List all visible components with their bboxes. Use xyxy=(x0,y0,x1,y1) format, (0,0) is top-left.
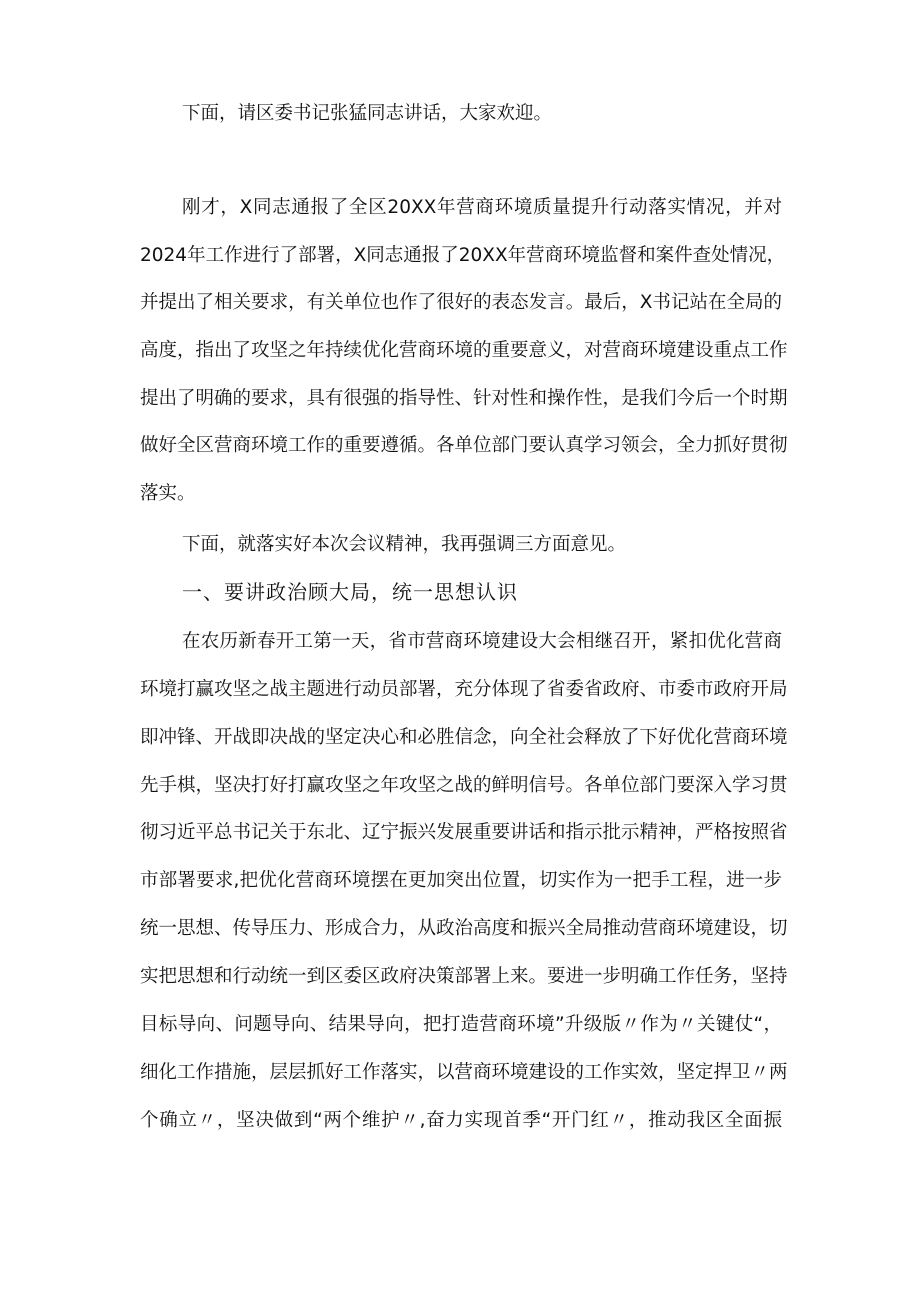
paragraph-line: 环境打赢攻坚之战主题进行动员部署，充分体现了省委省政府、市委市政府开局 xyxy=(140,679,788,700)
paragraph-line: 细化工作措施，层层抓好工作落实，以营商环境建设的工作实效，坚定捍卫〃两 xyxy=(140,1062,788,1083)
paragraph-line: 在农历新春开工第一天，省市营商环境建设大会相继召开，紧扣优化营商 xyxy=(182,631,782,652)
paragraph-line: 下面，就落实好本次会议精神，我再强调三方面意见。 xyxy=(182,534,627,555)
paragraph-line: 实把思想和行动统一到区委区政府决策部署上来。要进一步明确工作任务，坚持 xyxy=(140,966,788,987)
paragraph-line: 落实。 xyxy=(140,483,196,504)
paragraph-line: 高度，指出了攻坚之年持续优化营商环境的重要意义，对营商环境建设重点工作 xyxy=(140,340,788,361)
paragraph-line: 彻习近平总书记关于东北、辽宁振兴发展重要讲话和指示批示精神，严格按照省 xyxy=(140,822,788,843)
paragraph-line: 即冲锋、开战即决战的坚定决心和必胜信念，向全社会释放了下好优化营商环境 xyxy=(140,727,788,748)
paragraph-line: 目标导向、问题导向、结果导向，把打造营商环境”升级版〃作为〃关键仗“， xyxy=(140,1014,782,1035)
paragraph-line: 2024年工作进行了部署，X同志通报了20XX年营商环境监督和案件查处情况， xyxy=(140,245,786,266)
paragraph-line: 做好全区营商环境工作的重要遵循。各单位部门要认真学习领会，全力抓好贯彻 xyxy=(140,435,788,456)
paragraph-line: 先手棋，坚决打好打赢攻坚之年攻坚之战的鲜明信号。各单位部门要深入学习贯 xyxy=(140,775,788,796)
paragraph-line: 下面，请区委书记张猛同志讲话，大家欢迎。 xyxy=(182,103,553,124)
paragraph-line: 刚才，X同志通报了全区20XX年营商环境质量提升行动落实情况，并对 xyxy=(182,197,782,218)
paragraph-line: 提出了明确的要求，具有很强的指导性、针对性和操作性，是我们今后一个时期 xyxy=(140,388,788,409)
paragraph-line: 个确立〃，坚决做到“两个维护〃,奋力实现首季“开门红〃，推动我区全面振 xyxy=(140,1110,782,1131)
paragraph-line: 市部署要求,把优化营商环境摆在更加突出位置，切实作为一把手工程，进一步 xyxy=(140,870,782,891)
paragraph-line: 统一思想、传导压力、形成合力，从政治高度和振兴全局推动营商环境建设，切 xyxy=(140,918,788,939)
section-heading: 一、要讲政治顾大局，统一思想认识 xyxy=(182,580,518,604)
paragraph-line: 并提出了相关要求，有关单位也作了很好的表态发言。最后，X书记站在全局的 xyxy=(140,292,782,313)
